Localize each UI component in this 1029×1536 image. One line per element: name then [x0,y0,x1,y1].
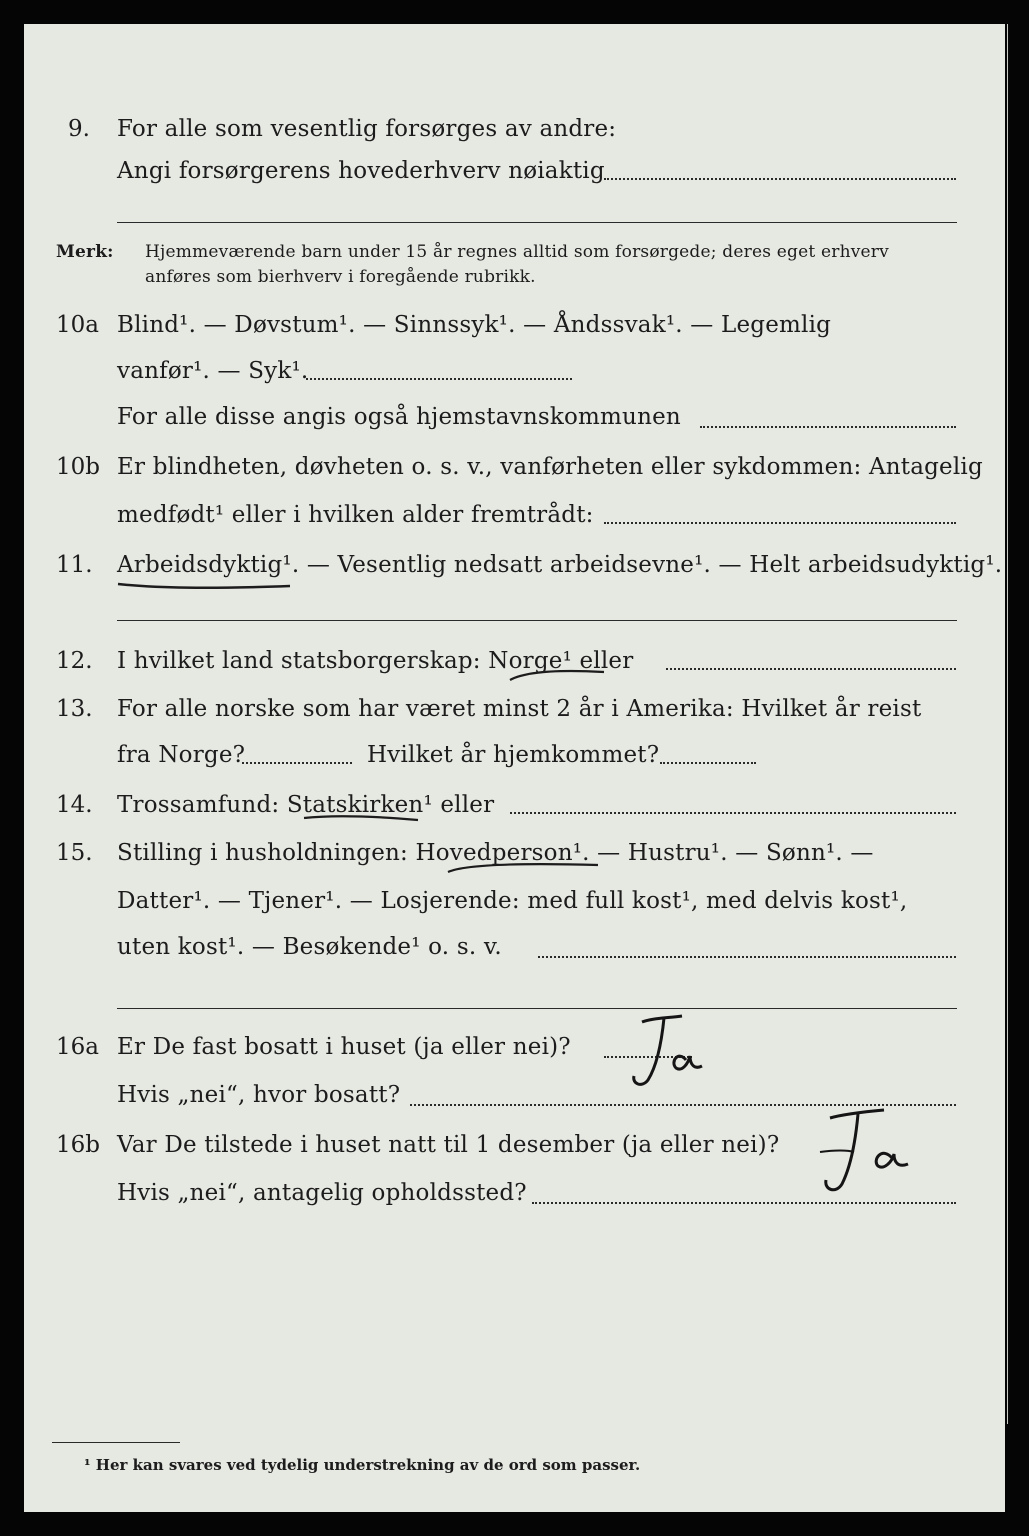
question-10a-answer-line [306,378,572,380]
question-11-extra-line [117,620,957,621]
handwritten-answer-16b [814,1102,924,1202]
question-10a-line1: Blind¹. — Døvstum¹. — Sinnssyk¹. — Åndssvak¹. — Legemlig [117,312,832,338]
question-9-line2: Angi forsørgerens hovederhverv nøiaktig [117,158,605,184]
handwritten-answer-16b-text: Ja [814,1102,815,1103]
question-15-line3: uten kost¹. — Besøkende¹ o. s. v. [117,934,502,960]
question-10a-line2: vanfør¹. — Syk¹. [117,358,309,384]
question-16b-line2: Hvis „nei“, antagelig opholdssted? [117,1180,527,1206]
question-9-line1: For alle som vesentlig forsørges av andre: [117,116,617,142]
question-9-number: 9. [68,116,90,142]
question-16b-location-line [532,1202,956,1204]
question-15-line2: Datter¹. — Tjener¹. — Losjerende: med full kost¹, med delvis kost¹, [117,888,908,914]
question-12-number: 12. [56,648,93,674]
question-16b-number: 16b [56,1132,100,1158]
handwritten-underline-arbeidsdyktig [116,580,292,592]
census-form-page [24,24,1005,1512]
page-edge [1007,24,1008,1424]
question-10b-number: 10b [56,454,100,480]
question-9-answer-line [604,178,956,180]
question-10b-line2: medfødt¹ eller i hvilken alder fremtrådt: [117,502,594,528]
question-13-line2b: Hvilket år hjemkommet? [367,742,660,768]
question-10b-answer-line [604,522,956,524]
footnote-separator [52,1442,180,1443]
question-9-extra-line [117,222,957,223]
question-16b-line1: Var De tilstede i huset natt til 1 desember (ja eller nei)? [117,1132,780,1158]
question-15-number: 15. [56,840,93,866]
question-14-number: 14. [56,792,93,818]
question-13-line1: For alle norske som har været minst 2 år i Amerika: Hvilket år reist [117,696,922,722]
note-label: Merk: [56,242,114,262]
question-14-answer-line [510,812,956,814]
handwritten-answer-16a [624,1008,724,1098]
handwritten-underline-norge [508,666,608,684]
question-13-year-left-line [242,762,352,764]
question-16a-line1: Er De fast bosatt i huset (ja eller nei)? [117,1034,571,1060]
note-line1: Hjemmeværende barn under 15 år regnes alltid som forsørgede; deres eget erhverv [145,242,889,262]
handwritten-answer-16a-text: Ja [624,1008,625,1009]
question-15-extra-line [117,1008,957,1009]
question-15-answer-line [538,956,956,958]
question-13-year-returned-line [660,762,756,764]
question-15-line1: Stilling i husholdningen: Hovedperson¹. — Hustru¹. — Sønn¹. — [117,840,874,866]
note-line2: anføres som bierhverv i foregående rubrikk. [145,267,536,287]
question-16a-number: 16a [56,1034,99,1060]
question-10a-municipality-line [700,426,956,428]
question-11-line1: Arbeidsdyktig¹. — Vesentlig nedsatt arbeidsevne¹. — Helt arbeidsudyktig¹. [117,552,1003,578]
question-14-line1: Trossamfund: Statskirken¹ eller [117,792,495,818]
question-10b-line1: Er blindheten, døvheten o. s. v., vanførheten eller sykdommen: Antagelig [117,454,983,480]
question-12-answer-line [666,668,956,670]
question-11-number: 11. [56,552,93,578]
question-16a-line2: Hvis „nei“, hvor bosatt? [117,1082,401,1108]
handwritten-underline-statskirken [302,812,422,824]
question-13-line2a: fra Norge? [117,742,246,768]
footnote: ¹ Her kan svares ved tydelig understrekning av de ord som passer. [84,1456,641,1474]
question-10a-line3: For alle disse angis også hjemstavnskommunen [117,404,681,430]
handwritten-underline-hovedperson [446,860,602,876]
question-13-number: 13. [56,696,93,722]
question-12-line1: I hvilket land statsborgerskap: Norge¹ eller [117,648,634,674]
question-10a-number: 10a [56,312,99,338]
